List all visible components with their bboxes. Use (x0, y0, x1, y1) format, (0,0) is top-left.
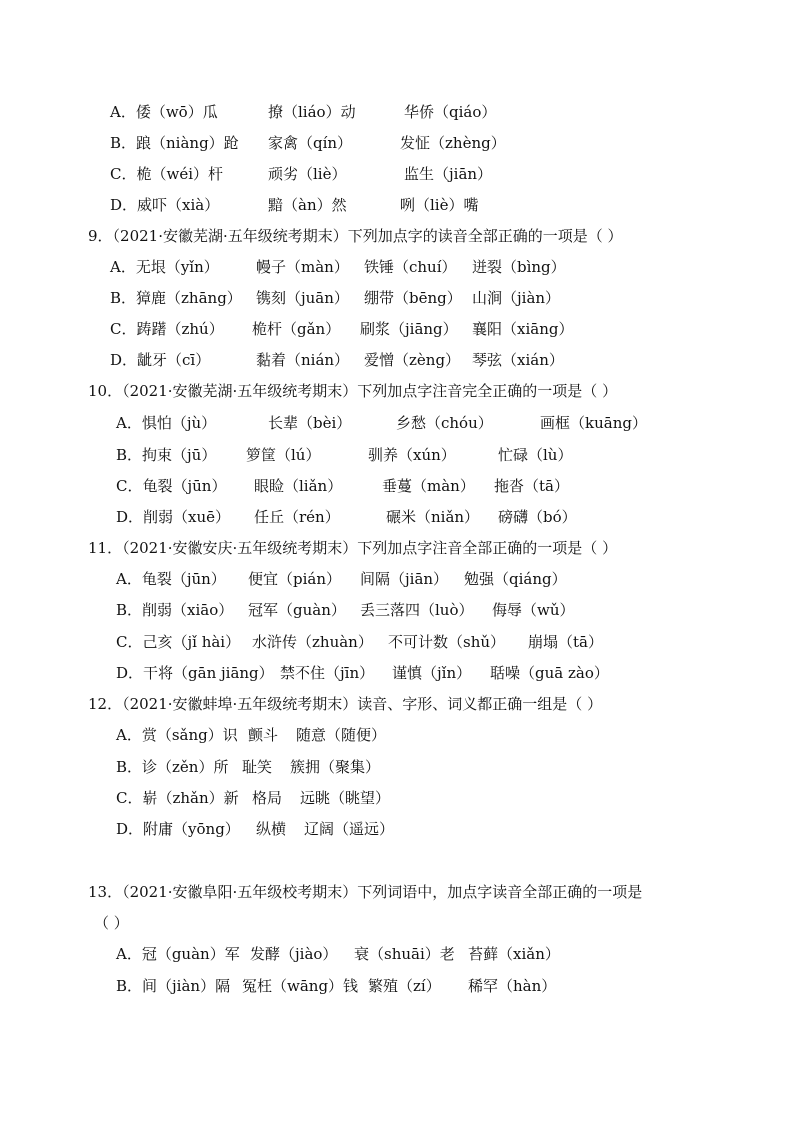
q11-a-item-4: 勉强（qiáng） (464, 570, 567, 588)
q9-c-item-2: 桅杆（gǎn） (252, 320, 341, 338)
q8-d-item-3: 咧（liè）嘴 (400, 196, 479, 214)
q11-a-item-1: A．龟裂（jūn） (116, 570, 226, 588)
q12-a-item-3: 随意（随便） (296, 726, 387, 744)
q10-d-item-2: 任丘（rén） (254, 508, 340, 526)
q12-b-item-1: B．诊（zěn）所 (116, 758, 229, 776)
q12-c-item-1: C．崭（zhǎn）新 (116, 789, 239, 807)
q11-stem-text: 11．（2021·安徽安庆·五年级统考期末）下列加点字注音全部正确的一项是（ ） (88, 539, 618, 557)
q9-b-item-3: 绷带（bēng） (364, 289, 462, 307)
q11-b-item-1: B．削弱（xiāo） (116, 601, 234, 619)
q10-a-item-2: 长辈（bèi） (268, 414, 352, 432)
q8-c-item-1: C．桅（wéi）杆 (110, 165, 223, 183)
q10-b-item-1: B．拘束（jū） (116, 446, 217, 464)
q10-c-item-3: 垂蔓（màn） (382, 477, 475, 495)
q9-d-item-2: 黏着（nián） (256, 351, 350, 369)
q8-d-item-1: D．威吓（xià） (110, 196, 220, 214)
q11-d-item-2: 禁不住（jīn） (280, 664, 375, 682)
q11-b-item-4: 侮辱（wǔ） (492, 601, 575, 619)
q9-c-item-3: 刷浆（jiāng） (360, 320, 458, 338)
q13-a-item-2: 发酵（jiào） (250, 945, 338, 963)
q13-b-item-1: B．间（jiàn）隔 (116, 977, 231, 995)
q10-stem-text: 10．（2021·安徽芜湖·五年级统考期末）下列加点字注音完全正确的一项是（ ） (88, 382, 618, 400)
q10-a-item-1: A．惧怕（jù） (116, 414, 217, 432)
q11-a-item-2: 便宜（pián） (248, 570, 342, 588)
q9-d-item-4: 琴弦（xián） (472, 351, 564, 369)
q9-d-item-1: D．龇牙（cī） (110, 351, 211, 369)
q9-a-item-2: 幔子（màn） (256, 258, 349, 276)
q8-c-item-2: 顽劣（liè） (268, 165, 347, 183)
q9-d-item-3: 爱憎（zèng） (364, 351, 461, 369)
q13-stem-text: 13．（2021·安徽阜阳·五年级校考期末）下列词语中，加点字读音全部正确的一项是 (88, 883, 643, 901)
q12-a-item-1: A．赏（sǎng）识 (116, 726, 238, 744)
q9-c-item-4: 襄阳（xiāng） (472, 320, 574, 338)
q9-b-item-1: B．獐鹿（zhāng） (110, 289, 242, 307)
q13-a-item-3: 衰（shuāi）老 (354, 945, 455, 963)
q12-d-item-2: 纵横 (256, 820, 287, 838)
q11-b-item-2: 冠军（guàn） (248, 601, 346, 619)
q11-c-item-2: 水浒传（zhuàn） (252, 633, 373, 651)
q9-a-item-4: 迸裂（bìng） (472, 258, 566, 276)
q13-b-item-4: 稀罕（hàn） (468, 977, 557, 995)
q10-c-item-4: 拖沓（tā） (494, 477, 569, 495)
q8-b-item-3: 发怔（zhèng） (400, 134, 506, 152)
q11-d-item-3: 谨慎（jǐn） (392, 664, 472, 682)
q12-c-item-3: 远眺（眺望） (300, 789, 391, 807)
q10-b-item-4: 忙碌（lù） (498, 446, 573, 464)
q9-b-item-4: 山涧（jiàn） (472, 289, 561, 307)
q13-a-item-1: A．冠（guàn）军 (116, 945, 240, 963)
q13-b-item-3: 繁殖（zí） (368, 977, 441, 995)
q11-b-item-3: 丢三落四（luò） (360, 601, 474, 619)
q9-c-item-1: C．踌躇（zhú） (110, 320, 224, 338)
q8-d-item-2: 黯（àn）然 (268, 196, 347, 214)
q12-d-item-3: 辽阔（遥远） (304, 820, 395, 838)
q10-b-item-3: 驯养（xún） (368, 446, 456, 464)
q9-a-item-1: A．无垠（yǐn） (110, 258, 219, 276)
q8-b-item-1: B．踉（niàng）跄 (110, 134, 239, 152)
q12-a-item-2: 颤斗 (248, 726, 279, 744)
q8-b-item-2: 家禽（qín） (268, 134, 353, 152)
q11-c-item-3: 不可计数（shǔ） (388, 633, 506, 651)
q10-c-item-2: 眼睑（liǎn） (254, 477, 343, 495)
q12-b-item-3: 簇拥（聚集） (290, 758, 381, 776)
q11-d-item-4: 聒噪（guā zào） (490, 664, 609, 682)
q10-d-item-3: 碾米（niǎn） (386, 508, 480, 526)
q10-d-item-4: 磅礴（bó） (498, 508, 577, 526)
q11-c-item-4: 崩塌（tā） (528, 633, 603, 651)
q8-a-item-3: 华侨（qiáo） (404, 103, 497, 121)
q13-a-item-4: 苔藓（xiǎn） (468, 945, 560, 963)
q10-d-item-1: D．削弱（xuē） (116, 508, 231, 526)
q12-c-item-2: 格局 (252, 789, 283, 807)
q10-a-item-3: 乡愁（chóu） (396, 414, 493, 432)
q11-a-item-3: 间隔（jiān） (360, 570, 449, 588)
q13-b-item-2: 冤枉（wāng）钱 (242, 977, 359, 995)
q9-a-item-3: 铁锤（chuí） (364, 258, 457, 276)
q10-a-item-4: 画框（kuāng） (540, 414, 647, 432)
q9-b-item-2: 镌刻（juān） (256, 289, 349, 307)
q10-b-item-2: 箩筐（lú） (246, 446, 321, 464)
q11-c-item-1: C．己亥（jǐ hài） (116, 633, 241, 651)
q10-c-item-1: C．龟裂（jūn） (116, 477, 227, 495)
q9-stem-text: 9．（2021·安徽芜湖·五年级统考期末）下列加点字的读音全部正确的一项是（ ） (88, 227, 623, 245)
q12-d-item-1: D．附庸（yōng） (116, 820, 240, 838)
q11-d-item-1: D．干将（gān jiāng） (116, 664, 274, 682)
q8-a-item-1: A．倭（wō）瓜 (110, 103, 218, 121)
q8-a-item-2: 撩（liáo）动 (268, 103, 356, 121)
q12-stem-text: 12．（2021·安徽蚌埠·五年级统考期末）读音、字形、词义都正确一组是（ ） (88, 695, 603, 713)
q13-answer-blank: （ ） (94, 914, 129, 932)
q12-b-item-2: 耻笑 (242, 758, 273, 776)
q8-c-item-3: 监生（jiān） (404, 165, 493, 183)
